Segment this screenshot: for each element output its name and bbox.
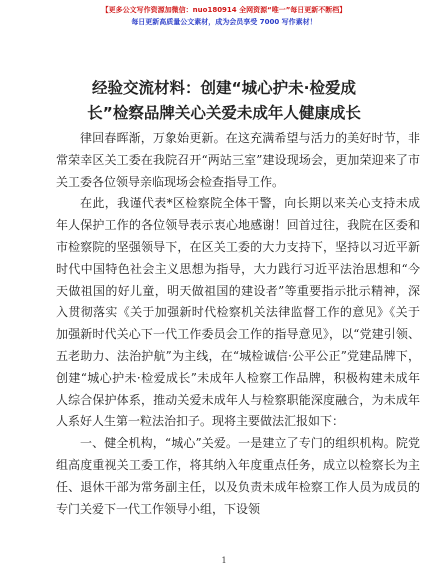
page-number: 1 [221,556,227,565]
paragraph-intro: 律回春晖渐，万象始更新。在这充满希望与活力的美好时节，非常荣幸区关工委在我院召开“两站三室”建设现场会，更加荣迎来了市关工委各位领导亲临现场会检查指导工作。 [56,131,420,189]
promo-banner-line-1: 【更多公文写作资源加微信：nuo180914 全网资源“唯一”每日更新不断档】 [101,6,347,14]
paragraph-section-1: 一、健全机构，“城心”关爱。一是建立了专门的组织机构。院党组高度重视关工委工作，将其纳入年度重点任务，成立以检察长为主任、退休干部为常务副主任，以及负责未成年检察工作人员为成员的专门关爱下一代工作领导小组，下设领 [56,436,420,516]
document-body [56,128,420,520]
title-line-2: 长”检察品牌关心关爱未成年人健康成长 [87,104,361,122]
document-title [40,76,408,126]
title-line-1: 经验交流材料：创建“城心护未·检爱成 [91,79,357,97]
paragraph-thanks: 在此，我谨代表*区检察院全体干警，向长期以来关心支持未成年人保护工作的各位领导表示衷心地感谢！回首过往，我院在区委和市检察院的坚强领导下，在区关工委的大力支持下，坚持以习近平新时代中国特色社会主义思想为指导，大力践行习近平法治思想和“今天做祖国的好儿童，明天做祖国的建设者”等重要指示批示精神，深入贯彻落实《关于加强新时代检察机关法律监督工作的意见》《关于加强新时代关心下一代工作委员会工作的指导意见》，以“党建引领、五老助力、法治护航”为主线，在“城检诚信·公平公正”党建品牌下，创建“城心护未·检爱成长”未成年人检察工作品牌，积极构建未成年人综合保护体系，推动关爱未成年人与检察职能深度融合，为未成年人系好人生第一粒法治扣子。现将主要做法汇报如下： [56,196,420,429]
promo-banner-line-2: 每日更新高质量公文素材，成为会员享受 7000 写作素材！ [131,18,317,26]
